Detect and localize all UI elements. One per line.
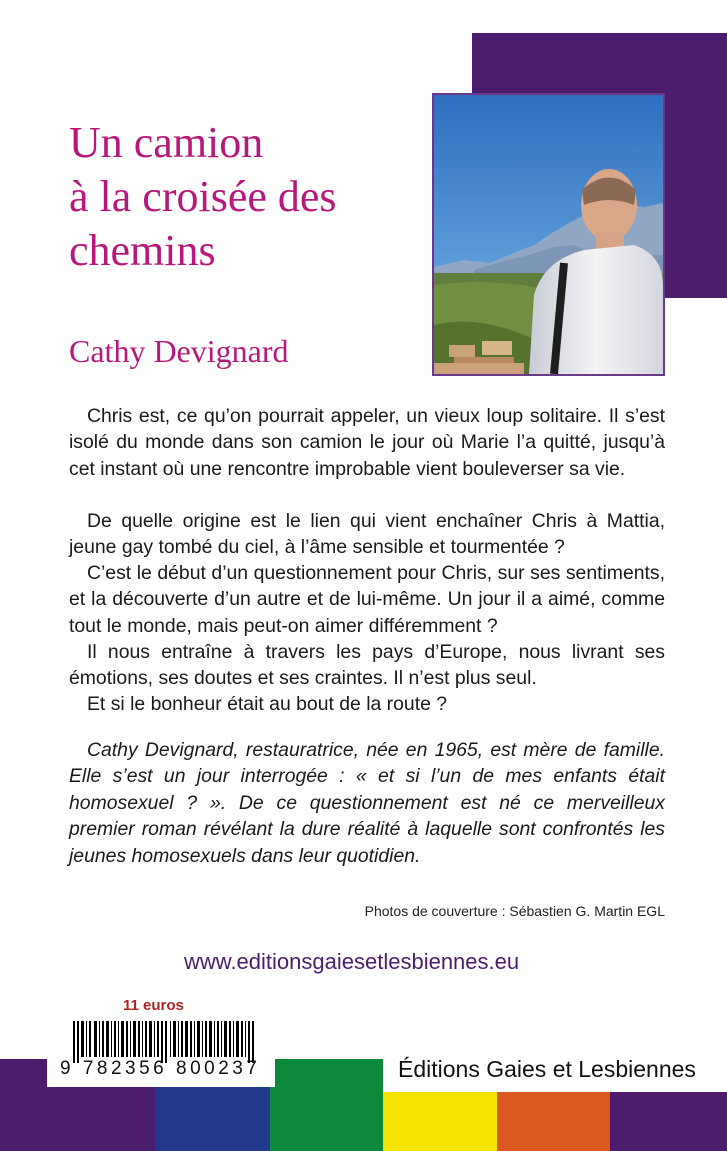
- book-title-line-1: Un camion: [69, 118, 264, 167]
- stripe-green: [270, 1059, 383, 1151]
- author-name: Cathy Devignard: [69, 333, 289, 369]
- publisher-website-link[interactable]: www.editionsgaiesetlesbiennes.eu: [184, 949, 520, 974]
- cover-photo: [432, 93, 665, 376]
- blurb-paragraph: Il nous entraîne à travers les pays d’Europe, nous livrant ses émotions, ses doutes et ses craintes. Il n’est plus seul.: [69, 641, 665, 690]
- photo-credit: Photos de couverture : Sébastien G. Martin EGL: [364, 903, 665, 919]
- book-title-line-2: à la croisée des: [69, 172, 337, 221]
- blurb-paragraph: Chris est, ce qu’on pourrait appeler, un vieux loup solitaire. Il s’est isolé du monde dans son camion le jour où Marie l’a quitté, jusqu’à cet instant où une rencontre improbable vient bouleverser sa vie.: [69, 405, 665, 480]
- publisher-name: Éditions Gaies et Lesbiennes: [398, 1056, 696, 1082]
- author-bio: Cathy Devignard, restauratrice, née en 1965, est mère de famille. Elle s’est un jour interrogée : « et si l’un de mes enfants était homosexuel ? ». De ce questionnement est né ce merveilleux premier roman révélant la dure réalité à laquelle sont confrontés les jeunes homosexuels dans leur quotidien.: [69, 739, 665, 867]
- barcode-bars-icon: [47, 1021, 275, 1063]
- blurb-paragraph: De quelle origine est le lien qui vient enchaîner Chris à Mattia, jeune gay tombé du ciel, à l’âme sensible et tourmentée ?: [69, 510, 665, 559]
- price-label: 11 euros: [123, 997, 184, 1014]
- blurb-paragraph: Et si le bonheur était au bout de la route ?: [87, 693, 448, 715]
- isbn-number: 9 782356 800237: [60, 1058, 261, 1079]
- book-title-line-3: chemins: [69, 226, 216, 275]
- blurb-paragraph: C’est le début d’un questionnement pour Chris, sur ses sentiments, et la découverte d’un autre et de lui-même. Un jour il a aimé, comme tout le monde, mais peut-on aimer différemment ?: [69, 562, 665, 637]
